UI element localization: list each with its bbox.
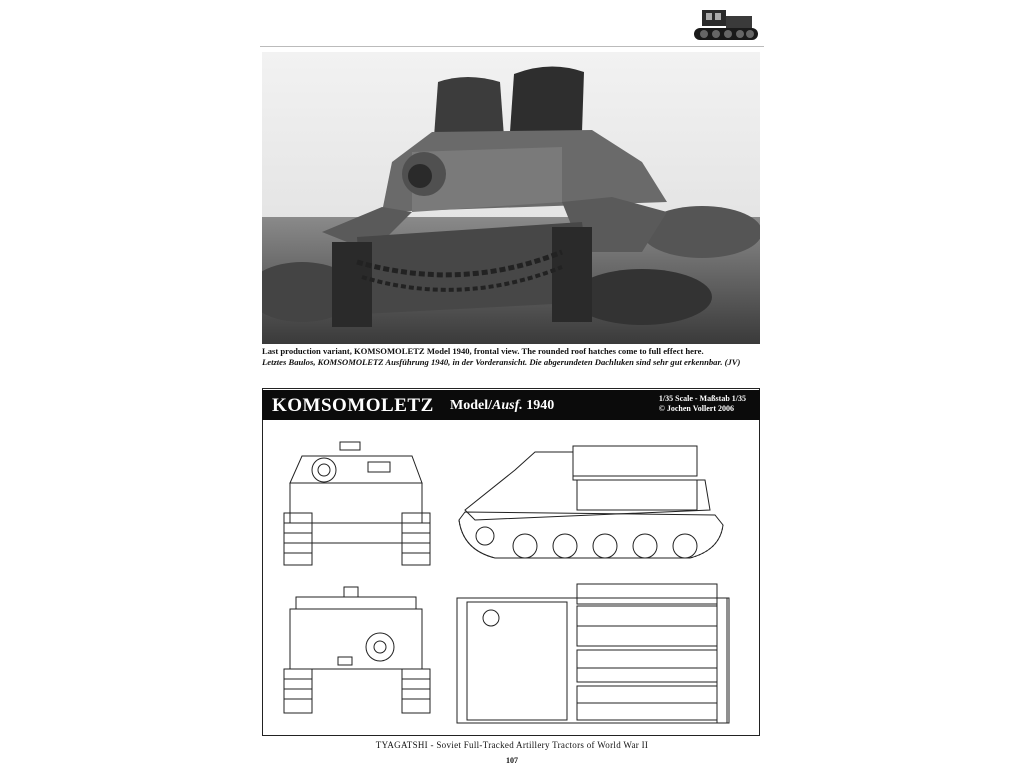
drawing-model (450, 398, 554, 414)
side-view-drawing (455, 440, 727, 570)
top-view-drawing (455, 578, 737, 728)
komsomoletz-photo (262, 52, 760, 344)
caption-german: Letztes Baulos, KOMSOMOLETZ Ausführung 1940, in der Vorderansicht. Die abgerundeten Dachluken sind sehr gut erkennbar. (JV) (262, 356, 741, 367)
model-italic: Ausf. (492, 398, 523, 413)
drawing-title: KOMSOMOLETZ (272, 395, 434, 416)
photo-caption (262, 346, 762, 367)
scale-line: 1/35 Scale - Maßstab 1/35 (658, 394, 746, 403)
copyright-line: © Jochen Vollert 2006 (658, 404, 734, 413)
front-view-drawing (282, 438, 432, 570)
rear-view-drawing (282, 585, 432, 717)
running-title: TYAGATSHI - Soviet Full-Tracked Artillery Tractors of World War II (375, 740, 649, 750)
page-number: 107 (506, 756, 518, 765)
top-rule (260, 46, 764, 47)
model-year: 1940 (522, 398, 555, 413)
model-prefix: Model/ (450, 398, 492, 413)
caption-english: Last production variant, KOMSOMOLETZ Model 1940, frontal view. The rounded roof hatches come to full effect here. (262, 346, 704, 356)
scale-info (659, 394, 746, 414)
tractor-thumbnail-icon (688, 4, 764, 46)
drawing-title-bar (262, 390, 760, 420)
